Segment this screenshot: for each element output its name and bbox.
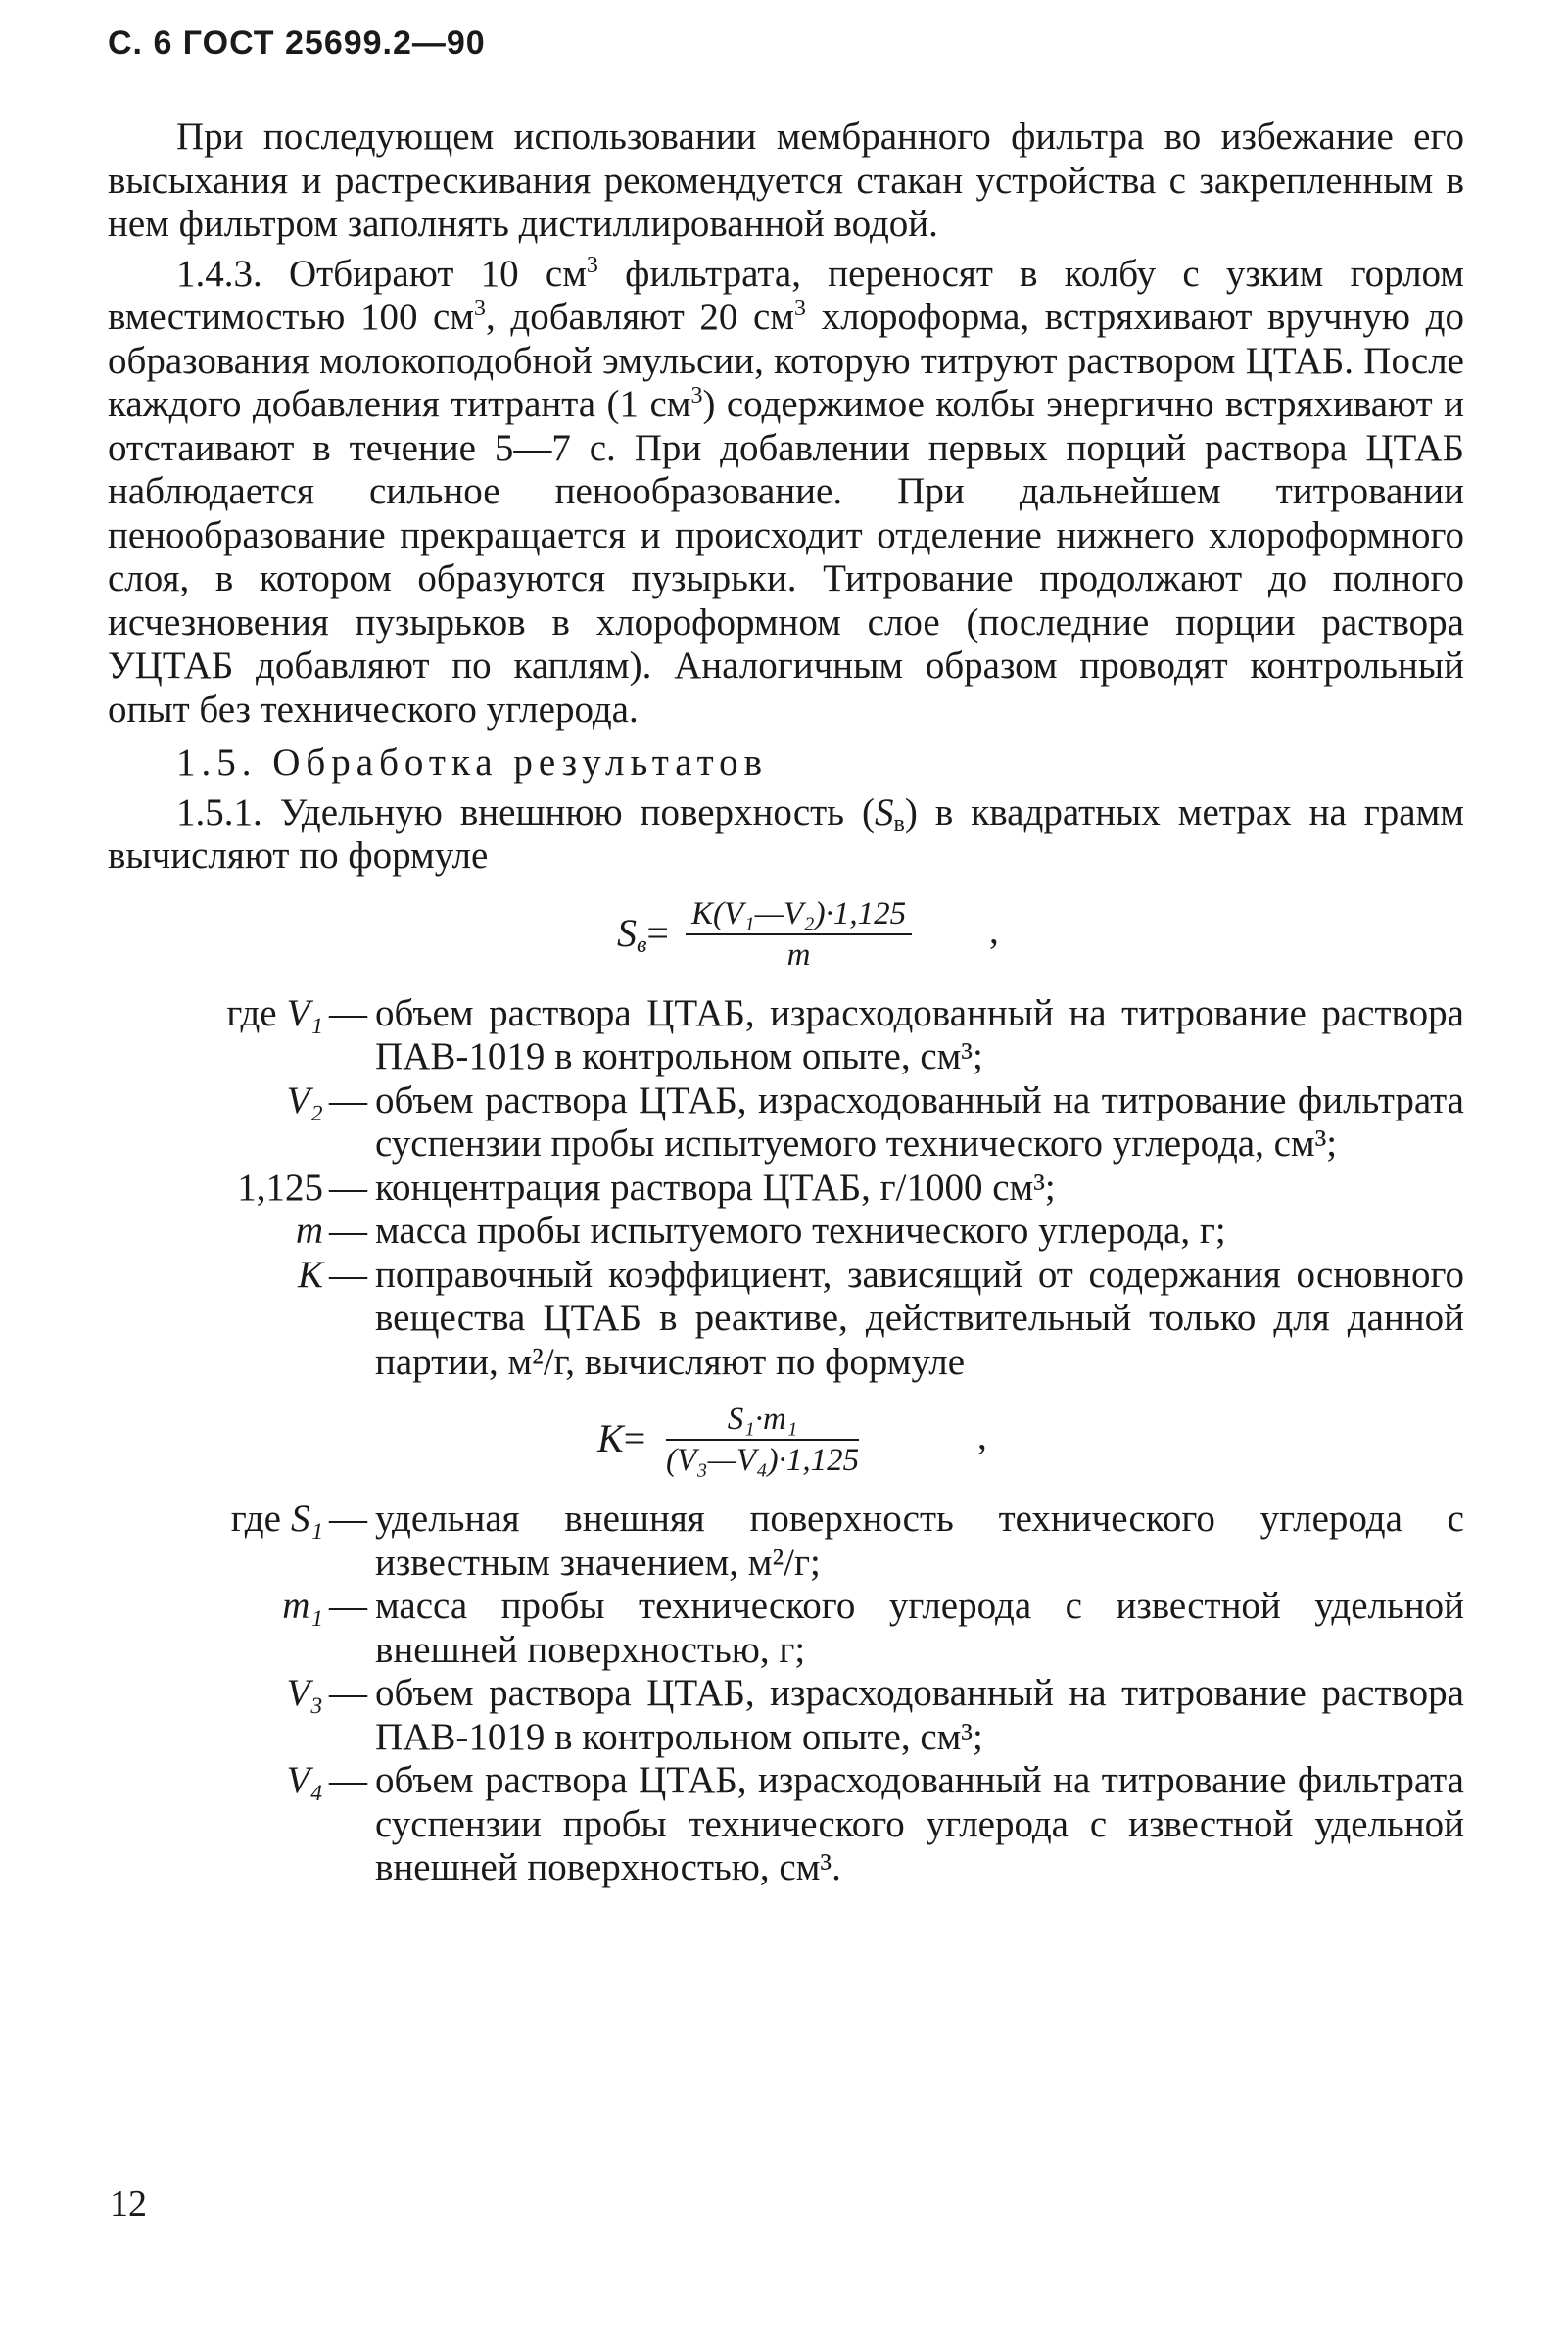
definition-item xyxy=(108,1498,1464,1585)
formula-comma: , xyxy=(989,909,999,952)
text-run: , добавляют 20 см xyxy=(486,296,794,338)
definition-item xyxy=(108,1254,1464,1385)
section-heading: 1.5. Обработка результатов xyxy=(176,741,769,784)
definition-item xyxy=(108,1759,1464,1890)
definition-text: масса пробы испытуемого технического углерода, г; xyxy=(375,1210,1226,1252)
definition-symbol xyxy=(108,1759,323,1803)
symbol: m xyxy=(295,1210,323,1252)
symbol: V₄ xyxy=(286,1759,323,1801)
symbol: S₁ xyxy=(290,1498,323,1540)
formula-correction-factor xyxy=(108,1386,1464,1494)
definitions-list-1 xyxy=(108,992,1464,1385)
formula-numerator: S₁·m₁ xyxy=(727,1402,798,1437)
formula-lhs xyxy=(617,912,669,956)
formula-fraction xyxy=(666,1400,859,1480)
symbol: 1,125 xyxy=(237,1166,323,1209)
definition-dash: — xyxy=(329,1078,367,1121)
paragraph-1-4-3 xyxy=(108,253,1464,733)
definition-symbol xyxy=(108,1079,323,1123)
page-header: С. 6 ГОСТ 25699.2—90 xyxy=(108,24,486,62)
definition-text: объем раствора ЦТАБ, израсходованный на титрование раствора ПАВ-1019 в контрольном опыте, см³; xyxy=(375,991,1464,1077)
definition-symbol xyxy=(108,1498,323,1542)
definition-text: концентрация раствора ЦТАБ, г/1000 см³; xyxy=(375,1166,1056,1209)
formula-lhs-symbol: S xyxy=(617,910,637,955)
definition-dash: — xyxy=(329,1210,367,1252)
superscript: 3 xyxy=(793,296,806,321)
definition-dash: — xyxy=(329,1672,367,1714)
formula-equals: = xyxy=(623,1416,646,1460)
definition-dash: — xyxy=(329,1253,367,1296)
definition-item xyxy=(108,1672,1464,1759)
definition-item xyxy=(108,1167,1464,1211)
definition-text: объем раствора ЦТАБ, израсходованный на титрование фильтрата суспензии пробы технического углерода с известной удельной внешней поверхностью, см³. xyxy=(375,1759,1464,1888)
definition-symbol xyxy=(108,1167,323,1211)
definition-text: поправочный коэффициент, зависящий от содержания основного вещества ЦТАБ в реактиве, действительный только для данной партии, м²/г, вычисляют по формуле xyxy=(375,1253,1464,1383)
formula-surface-area xyxy=(108,881,1464,988)
text-run: фильтрата, переносят в колбу с узким горлом вместимостью 100 см xyxy=(108,252,1464,338)
formula-denominator: m xyxy=(786,936,811,973)
document-body xyxy=(108,116,1464,1890)
definition-lead: где xyxy=(230,1498,281,1540)
definition-lead: где xyxy=(226,991,277,1034)
definition-symbol xyxy=(108,992,323,1036)
definition-symbol xyxy=(108,1585,323,1629)
page-number: 12 xyxy=(110,2183,147,2224)
definition-text: объем раствора ЦТАБ, израсходованный на титрование фильтрата суспензии пробы испытуемого технического углерода, см³; xyxy=(375,1078,1464,1165)
formula-comma: , xyxy=(977,1415,987,1457)
definition-dash: — xyxy=(329,1585,367,1627)
subscript: в xyxy=(893,810,905,836)
symbol: K xyxy=(297,1253,323,1296)
definition-text: удельная внешняя поверхность технического углерода с известным значением, м²/г; xyxy=(375,1498,1464,1584)
definition-symbol xyxy=(108,1672,323,1716)
text-run: ) в квадратных метрах на грамм вычисляют по формуле xyxy=(108,790,1464,877)
text-run: 1.5.1. Удельную внешнюю поверхность ( xyxy=(176,790,876,834)
formula-lhs xyxy=(597,1417,645,1461)
definition-symbol xyxy=(108,1210,323,1254)
definition-item xyxy=(108,1079,1464,1167)
symbol: V₂ xyxy=(286,1078,323,1121)
formula-numerator: K(V₁—V₂)·1,125 xyxy=(691,895,907,931)
definition-dash: — xyxy=(329,1498,367,1540)
paragraph-1-5-1 xyxy=(108,791,1464,879)
text-run: ) содержимое колбы энергично встряхивают и отстаивают в течение 5—7 с. При добавлении первых порций раствора ЦТАБ наблюдается сильное пенообразование. При дальнейшем титровании пенообразование прекращается и происходит отделение нижнего хлороформного слоя, в котором образуются пузырьки. Титрование продолжают до полного исчезновения пузырьков в хлороформном слое (последние порции раствора УЦТАБ добавляют по каплям). Аналогичным образом проводят контрольный опыт без технического углерода. xyxy=(108,383,1464,731)
definition-item xyxy=(108,1585,1464,1672)
symbol: V₁ xyxy=(286,991,323,1034)
definition-item xyxy=(108,992,1464,1079)
definition-dash: — xyxy=(329,991,367,1034)
superscript: 3 xyxy=(586,252,598,278)
formula-denominator: (V₃—V₄)·1,125 xyxy=(666,1443,860,1478)
definition-symbol xyxy=(108,1254,323,1298)
definition-dash: — xyxy=(329,1759,367,1801)
formula-fraction xyxy=(686,894,912,975)
symbol-s: S xyxy=(875,790,894,834)
text-run: хлороформа, встряхивают вручную до образования молокоподобной эмульсии, которую титруют раствором ЦТАБ. После каждого добавления титранта (1 см xyxy=(108,296,1464,425)
definitions-list-2 xyxy=(108,1498,1464,1890)
definition-item xyxy=(108,1210,1464,1254)
formula-lhs-subscript: в xyxy=(637,931,647,958)
formula-lhs-symbol: K xyxy=(597,1416,624,1460)
definition-text: объем раствора ЦТАБ, израсходованный на титрование раствора ПАВ-1019 в контрольном опыте, см³; xyxy=(375,1672,1464,1758)
symbol: V₃ xyxy=(286,1672,323,1714)
superscript: 3 xyxy=(474,296,487,321)
symbol: m₁ xyxy=(282,1585,323,1627)
definition-dash: — xyxy=(329,1166,367,1209)
paragraph-filter-note: При последующем использовании мембранного фильтра во избежание его высыхания и растрескивания рекомендуется стакан устройства с закрепленным в нем фильтром заполнять дистиллированной водой. xyxy=(108,116,1464,245)
definition-text: масса пробы технического углерода с известной удельной внешней поверхностью, г; xyxy=(375,1585,1464,1671)
text-run: 1.4.3. Отбирают 10 см xyxy=(176,252,587,295)
formula-equals: = xyxy=(646,910,669,955)
superscript: 3 xyxy=(690,383,703,408)
